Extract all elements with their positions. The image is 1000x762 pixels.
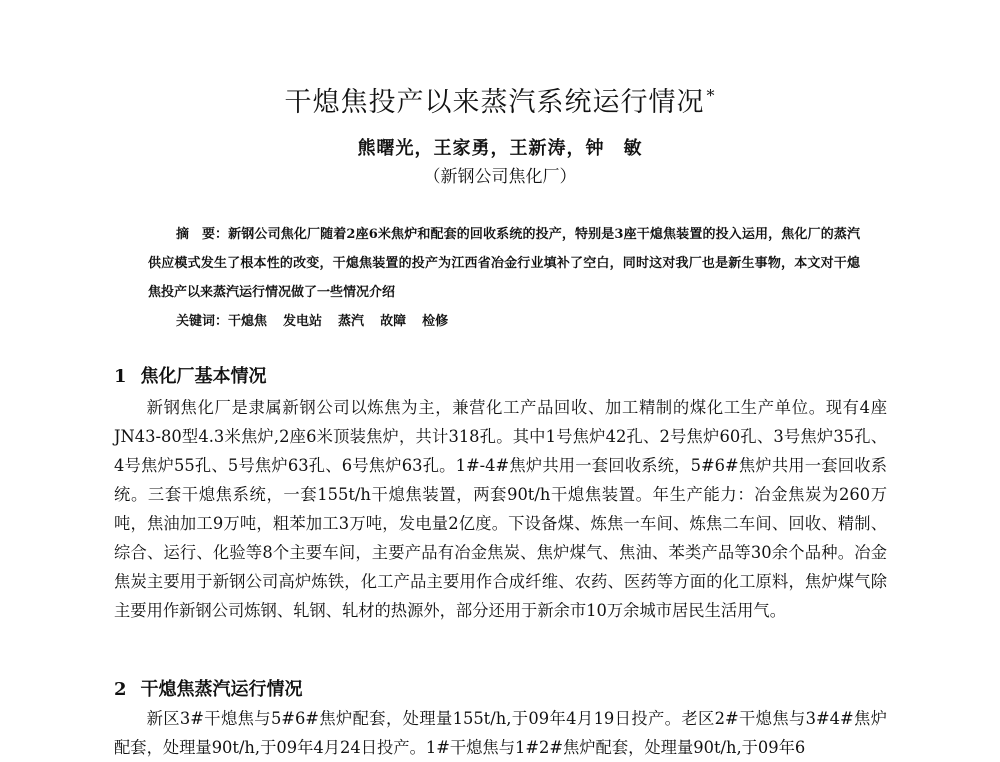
keyword: 干熄焦: [228, 314, 268, 329]
abstract-block: [148, 220, 860, 307]
section-heading-1: [114, 364, 267, 390]
keyword: 发电站: [283, 314, 323, 329]
title-text: 干熄焦投产以来蒸汽系统运行情况: [284, 87, 705, 118]
section-title: 干熄焦蒸汽运行情况: [140, 679, 303, 700]
section-body-2: [114, 704, 887, 762]
keyword: 故障: [380, 314, 407, 329]
title-footnote-mark: *: [706, 86, 716, 105]
section-heading-2: [114, 677, 303, 703]
section-number: 1: [114, 366, 127, 387]
section-number: 2: [114, 679, 127, 700]
keywords-block: [176, 307, 464, 336]
paragraph: 新钢焦化厂是隶属新钢公司以炼焦为主，兼营化工产品回收、加工精制的煤化工生产单位。现有4座JN43-80型4.3米焦炉,2座6米顶装焦炉，共计318孔。其中1号焦炉42孔、2号焦炉60孔、3号焦炉35孔、4号焦炉55孔、5号焦炉63孔、6号焦炉63孔。1#-4#焦炉共用一套回收系统，5#6#焦炉共用一套回收系统。三套干熄焦系统，一套155t/h干熄焦装置，两套90t/h干熄焦装置。年生产能力：冶金焦炭为260万吨，焦油加工9万吨，粗苯加工3万吨，发电量2亿度。下设备煤、炼焦一车间、炼焦二车间、回收、精制、综合、运行、化验等8个主要车间，主要产品有冶金焦炭、焦炉煤气、焦油、苯类产品等30余个品种。冶金焦炭主要用于新钢公司高炉炼铁，化工产品主要用作合成纤维、农药、医药等方面的化工原料，焦炉煤气除主要用作新钢公司炼钢、轧钢、轧材的热源外，部分还用于新余市10万余城市居民生活用气。: [114, 398, 887, 620]
paragraph: 新区3#干熄焦与5#6#焦炉配套，处理量155t/h,于09年4月19日投产。老区2#干熄焦与3#4#焦炉配套，处理量90t/h,于09年4月24日投产。1#干熄焦与1#2#焦炉配套，处理量90t/h,于09年6: [114, 709, 887, 757]
abstract-text: 新钢公司焦化厂随着2座6米焦炉和配套的回收系统的投产，特别是3座干熄焦装置的投入运用，焦化厂的蒸汽供应模式发生了根本性的改变，干熄焦装置的投产为江西省冶金行业填补了空白，同时这对我厂也是新生事物，本文对干熄焦投产以来蒸汽运行情况做了一些情况介绍: [148, 227, 860, 300]
author-list: 熊曙光，王家勇，王新涛，钟 敏: [357, 138, 643, 159]
section-body-1: [114, 393, 887, 625]
paper-title: [0, 86, 1000, 120]
section-title: 焦化厂基本情况: [140, 366, 267, 387]
affiliation: （新钢公司焦化厂）: [423, 167, 577, 187]
abstract-label: 摘 要：: [176, 227, 229, 242]
keywords-label: 关键词：: [176, 314, 229, 329]
keyword: 检修: [422, 314, 449, 329]
keyword: 蒸汽: [338, 314, 365, 329]
